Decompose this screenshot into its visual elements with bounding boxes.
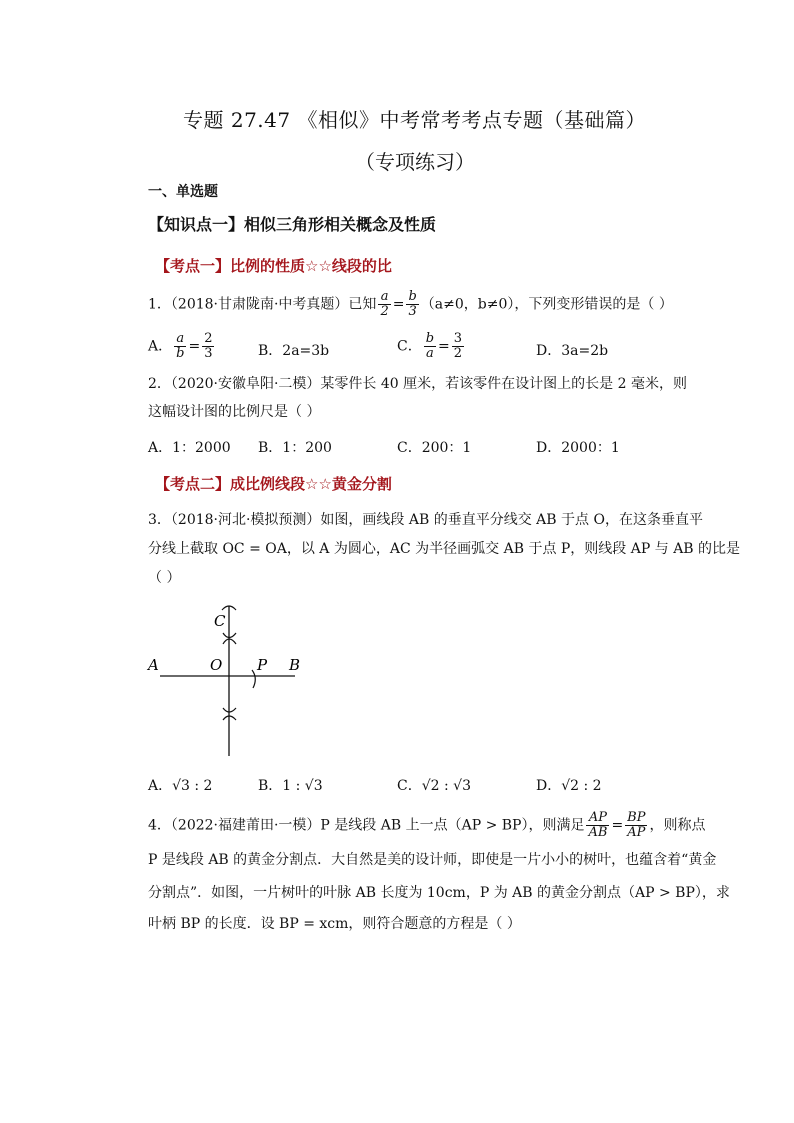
label-a: A bbox=[148, 656, 159, 674]
label-p: P bbox=[257, 656, 268, 674]
q1-option-a: A． $\frac{a}{b}$ = $\frac{2}{3}$ bbox=[148, 331, 213, 361]
knowledge-point-heading: 【知识点一】相似三角形相关概念及性质 bbox=[148, 215, 437, 234]
q3-option-c: C．√2 : √3 bbox=[397, 778, 471, 794]
q2-option-b: B．1：200 bbox=[258, 440, 332, 456]
page-subtitle: （专项练习） bbox=[355, 150, 475, 174]
q2-option-d: D．2000：1 bbox=[536, 440, 620, 456]
q3-option-d: D．√2 : 2 bbox=[536, 778, 602, 794]
page-title: 专题 27.47 《相似》中考常考考点专题（基础篇） bbox=[183, 108, 646, 132]
q1-option-b: B．2a=3b bbox=[258, 343, 330, 359]
q1-option-c: C． $\frac{b}{a}$ = $\frac{3}{2}$ bbox=[397, 331, 463, 361]
exam-point-2: 【考点二】成比例线段☆☆黄金分割 bbox=[155, 475, 392, 493]
q1-fraction-right: $\frac{b}{3}$ bbox=[408, 289, 417, 319]
q1-suffix: （a≠0，b≠0），下列变形错误的是（ ） bbox=[420, 296, 673, 313]
arc-p bbox=[252, 670, 255, 688]
question-4-line-2: P 是线段 AB 的黄金分割点．大自然是美的设计师，即使是一片小小的树叶，也蕴含着“黄金 bbox=[148, 852, 717, 868]
question-2-line-1: 2．（2020·安徽阜阳·二模）某零件长 40 厘米，若该零件在设计图上的长是 2 毫米，则 bbox=[148, 376, 687, 392]
question-1: 1．（2018·甘肃陇南·中考真题）已知 $\frac{a}{2}$ = $\frac{b}{3}$ （a≠0，b≠0），下列变形错误的是（ ） bbox=[148, 289, 673, 319]
q4-fraction-right: $\frac{BP}{AP}$ bbox=[627, 810, 646, 840]
geometry-figure bbox=[140, 598, 320, 763]
question-3-line-2: 分线上截取 OC = OA，以 A 为圆心，AC 为半径画弧交 AB 于点 P，则线段 AP 与 AB 的比是 bbox=[148, 541, 741, 557]
question-3-line-1: 3．（2018·河北·模拟预测）如图，画线段 AB 的垂直平分线交 AB 于点 O，在这条垂直平 bbox=[148, 512, 703, 528]
label-c: C bbox=[214, 612, 226, 630]
q2-option-a: A．1：2000 bbox=[148, 440, 231, 456]
q3-option-b: B．1 : √3 bbox=[258, 778, 323, 794]
q1-prefix: 1．（2018·甘肃陇南·中考真题）已知 bbox=[148, 296, 377, 313]
q3-option-a: A．√3 : 2 bbox=[148, 778, 213, 794]
label-o: O bbox=[210, 656, 223, 674]
label-b: B bbox=[289, 656, 301, 674]
exam-point-1: 【考点一】比例的性质☆☆线段的比 bbox=[155, 257, 392, 275]
q1-option-d: D．3a=2b bbox=[536, 343, 609, 359]
question-4-line-4: 叶柄 BP 的长度．设 BP = xcm，则符合题意的方程是（ ） bbox=[148, 916, 521, 932]
q4-fraction-left: $\frac{AP}{AB}$ bbox=[588, 810, 608, 840]
section-heading: 一、单选题 bbox=[148, 184, 218, 200]
question-4-line-1: 4．（2022·福建莆田·一模）P 是线段 AB 上一点（AP > BP），则满足 $\frac{AP}{AB}$ = $\frac{BP}{AP}$ ，则称点 bbox=[148, 810, 706, 840]
question-2-line-2: 这幅设计图的比例尺是（ ） bbox=[148, 404, 321, 420]
q1-fraction-left: $\frac{a}{2}$ bbox=[380, 289, 389, 319]
question-4-line-3: 分割点”．如图，一片树叶的叶脉 AB 长度为 10cm，P 为 AB 的黄金分割点（AP > BP），求 bbox=[148, 885, 730, 901]
q2-option-c: C．200：1 bbox=[397, 440, 472, 456]
question-3-line-3: （ ） bbox=[148, 570, 181, 586]
